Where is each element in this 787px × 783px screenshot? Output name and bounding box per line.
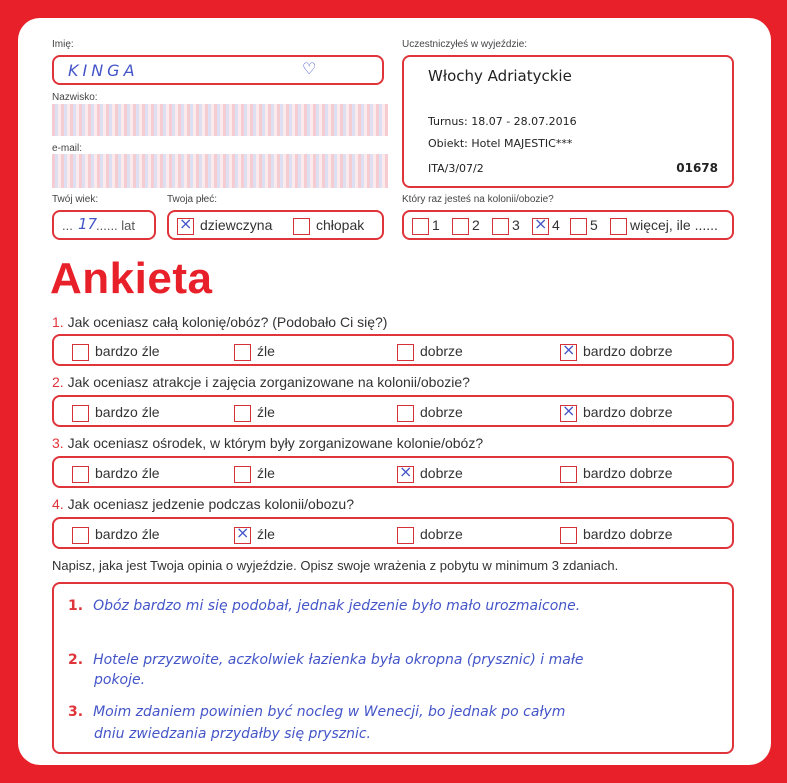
times-checkbox-4[interactable] xyxy=(532,218,549,235)
q3-checkbox-1[interactable] xyxy=(72,466,89,483)
times-checkbox-5[interactable] xyxy=(570,218,587,235)
email-redacted-2 xyxy=(52,172,388,188)
question-2: 2. Jak oceniasz atrakcje i zajęcia zorganizowane na kolonii/obozie? xyxy=(52,374,470,390)
surname-redacted-2 xyxy=(52,122,388,136)
q4-checkbox-3[interactable] xyxy=(397,527,414,544)
opinion-prompt: Napisz, jaka jest Twoja opinia o wyjeździe. Opisz swoje wrażenia z pobytu w minimum 3 zdaniach. xyxy=(52,558,619,573)
q4-checkbox-2[interactable] xyxy=(234,527,251,544)
question-3-options xyxy=(52,456,734,488)
q1-checkbox-3[interactable] xyxy=(397,344,414,361)
q4-dobrze[interactable]: dobrze xyxy=(397,526,463,544)
question-4: 4. Jak oceniasz jedzenie podczas kolonii/obozu? xyxy=(52,496,354,512)
q3-dobrze[interactable]: × dobrze xyxy=(397,465,463,483)
question-2-options xyxy=(52,395,734,427)
opinion-textarea[interactable] xyxy=(52,582,734,754)
q4-bardzo-dobrze[interactable]: bardzo dobrze xyxy=(560,526,673,544)
trip-code: ITA/3/07/2 xyxy=(428,162,484,175)
name-field[interactable] xyxy=(52,55,384,85)
q1-bardzo-dobrze[interactable]: × bardzo dobrze xyxy=(560,343,673,361)
gender-female-option[interactable]: ×dziewczyna xyxy=(177,217,272,235)
gender-male-checkbox[interactable] xyxy=(293,218,310,235)
answer-2-cont: pokoje. xyxy=(94,672,146,688)
q1-checkbox-2[interactable] xyxy=(234,344,251,361)
q3-bardzo-dobrze[interactable]: bardzo dobrze xyxy=(560,465,673,483)
answer-2: 2. Hotele przyzwoite, aczkolwiek łazienka była okropna (prysznic) i małe xyxy=(68,652,584,668)
times-checkbox-3[interactable] xyxy=(492,218,509,235)
question-1: 1. Jak oceniasz całą kolonię/obóz? (Podobało Ci się?) xyxy=(52,314,388,330)
trip-turnus: Turnus: 18.07 - 28.07.2016 xyxy=(428,115,577,128)
q2-zle[interactable]: źle xyxy=(234,404,275,422)
q2-checkbox-4[interactable] xyxy=(560,405,577,422)
question-4-options xyxy=(52,517,734,549)
q4-checkbox-4[interactable] xyxy=(560,527,577,544)
q2-bardzo-zle[interactable]: bardzo źle xyxy=(72,404,160,422)
gender-field xyxy=(167,210,384,240)
gender-female-checkbox[interactable] xyxy=(177,218,194,235)
q2-checkbox-2[interactable] xyxy=(234,405,251,422)
times-option-more[interactable]: więcej, ile ...... xyxy=(610,217,718,235)
heart-doodle-icon: ♡ xyxy=(302,59,317,78)
question-1-options xyxy=(52,334,734,366)
q2-checkbox-1[interactable] xyxy=(72,405,89,422)
answer-1: 1. Obóz bardzo mi się podobał, jednak jedzenie było mało urozmaicone. xyxy=(68,598,581,614)
times-checkbox-more[interactable] xyxy=(610,218,627,235)
email-label: e-mail: xyxy=(52,143,83,154)
gender-male-option[interactable]: chłopak xyxy=(293,217,364,235)
age-field[interactable]: ... 17 ...... lat xyxy=(52,210,156,240)
times-option-3[interactable]: 3 xyxy=(492,217,520,235)
answer-3: 3. Moim zdaniem powinien być nocleg w Wenecji, bo jednak po całym xyxy=(68,704,566,720)
name-value: KINGA xyxy=(68,61,139,80)
q2-checkbox-3[interactable] xyxy=(397,405,414,422)
trip-obiekt: Obiekt: Hotel MAJESTIC*** xyxy=(428,137,573,150)
q3-bardzo-zle[interactable]: bardzo źle xyxy=(72,465,160,483)
times-checkbox-1[interactable] xyxy=(412,218,429,235)
q1-checkbox-1[interactable] xyxy=(72,344,89,361)
answer-3-cont: dniu zwiedzania przydałby się prysznic. xyxy=(94,726,371,742)
times-checkbox-2[interactable] xyxy=(452,218,469,235)
trip-name: Włochy Adriatyckie xyxy=(428,67,572,85)
q3-checkbox-4[interactable] xyxy=(560,466,577,483)
q1-checkbox-4[interactable] xyxy=(560,344,577,361)
q3-zle[interactable]: źle xyxy=(234,465,275,483)
q4-zle[interactable]: × źle xyxy=(234,526,275,544)
times-option-2[interactable]: 2 xyxy=(452,217,480,235)
name-label: Imię: xyxy=(52,39,74,50)
times-option-4[interactable]: × 4 xyxy=(532,217,560,235)
q2-dobrze[interactable]: dobrze xyxy=(397,404,463,422)
surname-redacted xyxy=(52,104,388,122)
age-label: Twój wiek: xyxy=(52,194,99,205)
q3-checkbox-2[interactable] xyxy=(234,466,251,483)
trip-label: Uczestniczyłeś w wyjeździe: xyxy=(402,39,528,50)
times-label: Który raz jesteś na kolonii/obozie? xyxy=(402,194,554,205)
q4-checkbox-1[interactable] xyxy=(72,527,89,544)
q3-checkbox-3[interactable] xyxy=(397,466,414,483)
trip-box xyxy=(402,55,734,188)
email-redacted xyxy=(52,154,388,172)
times-field xyxy=(402,210,734,240)
times-option-1[interactable]: 1 xyxy=(412,217,440,235)
q1-dobrze[interactable]: dobrze xyxy=(397,343,463,361)
times-option-5[interactable]: 5 xyxy=(570,217,598,235)
surname-label: Nazwisko: xyxy=(52,92,98,103)
age-suffix: ...... lat xyxy=(96,218,136,233)
trip-number: 01678 xyxy=(676,161,718,175)
question-3: 3. Jak oceniasz ośrodek, w którym były zorganizowane kolonie/obóz? xyxy=(52,435,484,451)
q2-bardzo-dobrze[interactable]: × bardzo dobrze xyxy=(560,404,673,422)
age-value: 17 xyxy=(78,215,98,233)
gender-label: Twoja płeć: xyxy=(167,194,218,205)
q1-zle[interactable]: źle xyxy=(234,343,275,361)
q4-bardzo-zle[interactable]: bardzo źle xyxy=(72,526,160,544)
page-title: Ankieta xyxy=(50,254,213,303)
q1-bardzo-zle[interactable]: bardzo źle xyxy=(72,343,160,361)
